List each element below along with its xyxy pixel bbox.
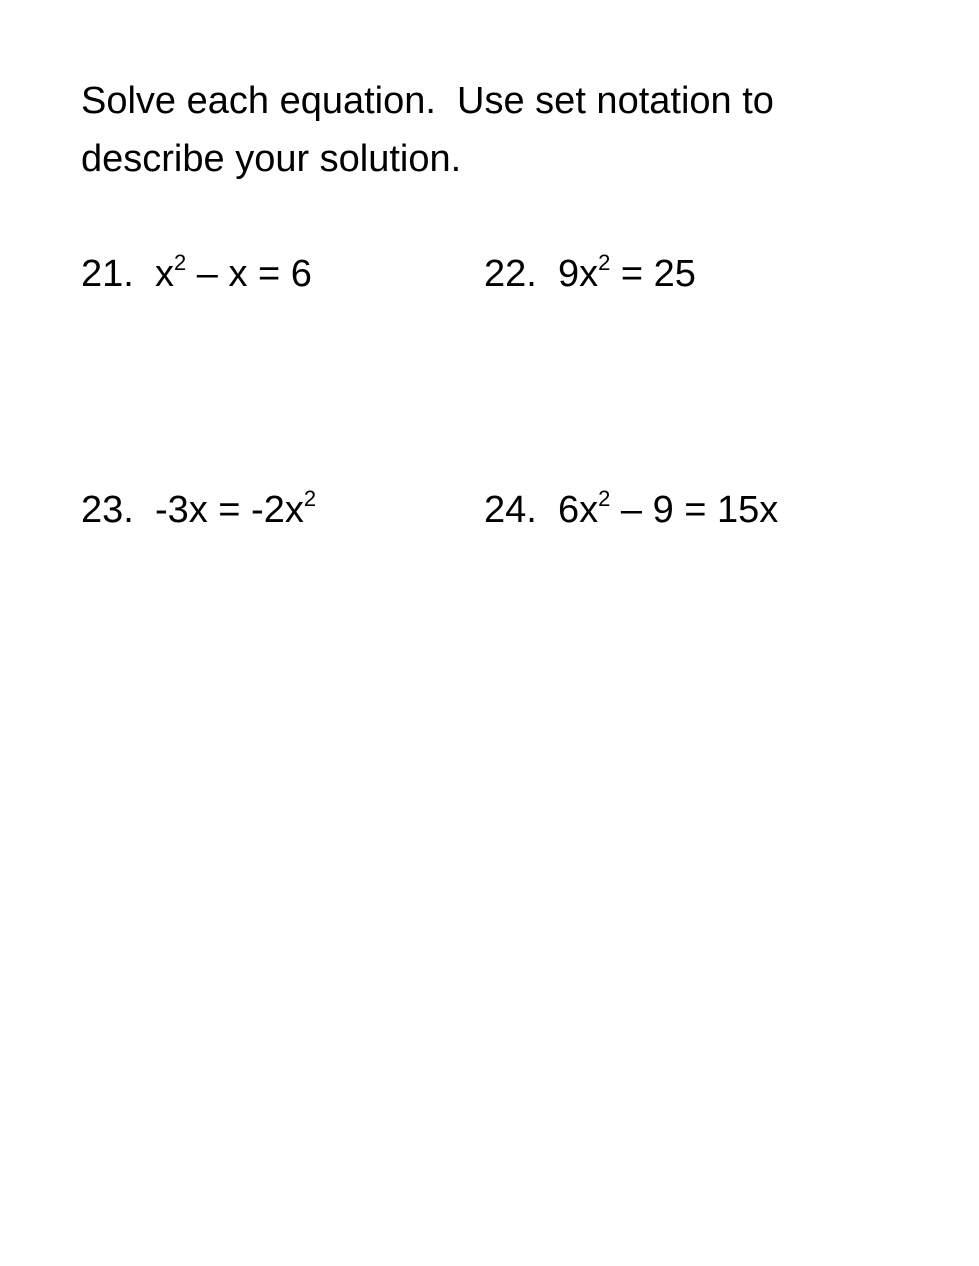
- problem-23: [81, 486, 316, 534]
- problem-24: [484, 486, 778, 534]
- equation-lhs: 9x: [557, 253, 599, 295]
- problem-21: [81, 250, 312, 298]
- exponent: 2: [598, 250, 611, 276]
- problem-number: 21.: [81, 253, 134, 295]
- equation-rest: – x = 6: [186, 253, 312, 295]
- equation-rest: – 9 = 15x: [610, 489, 779, 531]
- equation-rest: = 25: [610, 253, 696, 295]
- problem-number: 22.: [484, 253, 537, 295]
- equation-lhs: -3x = -2x: [154, 489, 304, 531]
- exponent: 2: [303, 486, 317, 512]
- equation-lhs: 6x: [557, 489, 599, 531]
- equation-lhs: x: [154, 253, 174, 295]
- problem-number: 23.: [81, 489, 134, 531]
- problem-22: [484, 250, 696, 298]
- problem-number: 24.: [484, 489, 537, 531]
- exponent: 2: [173, 250, 187, 276]
- instructions-line-1: Solve each equation. Use set notation to: [81, 80, 774, 122]
- instructions-line-2: describe your solution.: [81, 138, 462, 180]
- instructions: [81, 72, 921, 188]
- exponent: 2: [598, 486, 611, 512]
